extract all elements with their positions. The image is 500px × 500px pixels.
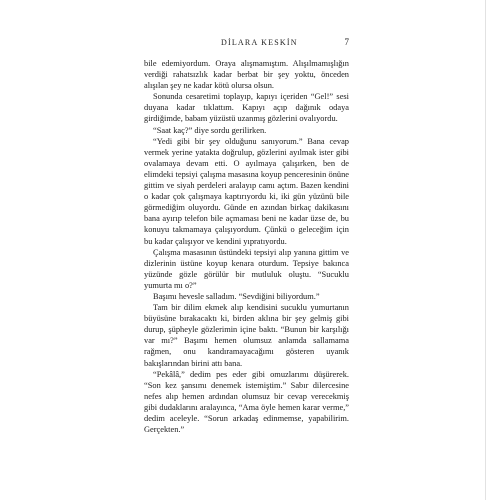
paragraph: “Pekâlâ,” dedim pes eder gibi omuzlarımı düşürerek. “Son kez şansımı denemek istemiştim.” Sabır dilercesine nefes alıp hemen ardından olumsuz bir cevap verecekmiş gibi dudaklarını aralayınca, “Ama öyle hemen karar verme,” dedim aceleyle. “Sorun arkadaş edinmemse, yapabilirim. Gerçekten.” bbox=[144, 369, 349, 435]
paragraph: “Yedi gibi bir şey olduğunu sanıyorum.” Bana cevap vermek yerine yatakta doğrulup, gözlerini ayılmak ister gibi ovalamaya devam etti. O ayılmaya çalışırken, ben de elimdeki tepsiyi çalışma masasına koyup penceresinin önüne gittim ve siyah perdeleri aralayıp camı açtım. Bazen kendini o kadar çok çalışmaya kaptırıyordu ki, iki gün yüzünü bile görmediğim oluyordu. Günde en azından birkaç dakikasını bana ayırıp telefon bile açmaması beni ne kadar üzse de, bu konuyu takmamaya çalışıyordum. Çünkü o geleceğim için bu kadar çalışıyor ve kendini yıpratıyordu. bbox=[144, 136, 349, 246]
body-text bbox=[144, 58, 349, 435]
page-number: 7 bbox=[344, 37, 349, 47]
paragraph: Çalışma masasının üstündeki tepsiyi alıp yanına gittim ve dizlerinin üstüne koyup kenara oturdum. Tepsiye bakınca yüzünde gözle görülür bir mutluluk oluştu. “Sucuklu yumurta mı o?” bbox=[144, 247, 349, 290]
paragraph: “Saat kaç?” diye sordu gerilirken. bbox=[153, 125, 267, 135]
running-header-author: DİLARA KESKİN bbox=[221, 38, 298, 47]
paragraph: Tam bir dilim ekmek alıp kendisini sucuklu yumurtanın büyüsüne bırakacaktı ki, birden aklına bir şey gelmiş gibi durup, şüpheyle gözlerimin içine baktı. “Bunun bir karşılığı var mı?” Başımı hemen olumsuz anlamda sallamama rağmen, onu kandıramayacağımı gösteren uyanık bakışlarından birini attı bana. bbox=[144, 303, 349, 368]
paragraph: Başımı hevesle salladım. “Sevdiğini biliyordum.” bbox=[153, 291, 320, 301]
paragraph: Sonunda cesaretimi toplayıp, kapıyı içeriden “Gel!” sesi duyana kadar tıklattım. Kapıyı açıp dağınık odaya girdiğimde, babam yüzüstü uzanmış gözlerini ovalıyordu. bbox=[144, 92, 349, 124]
paragraph: bile edemiyordum. Oraya alışmamıştım. Alışılmamışlığın verdiği rahatsızlık kadar berbat bir şey yoktu, önceden alışılan şey ne kadar kötü olursa olsun. bbox=[144, 59, 349, 91]
page-spine-edge bbox=[485, 0, 486, 500]
